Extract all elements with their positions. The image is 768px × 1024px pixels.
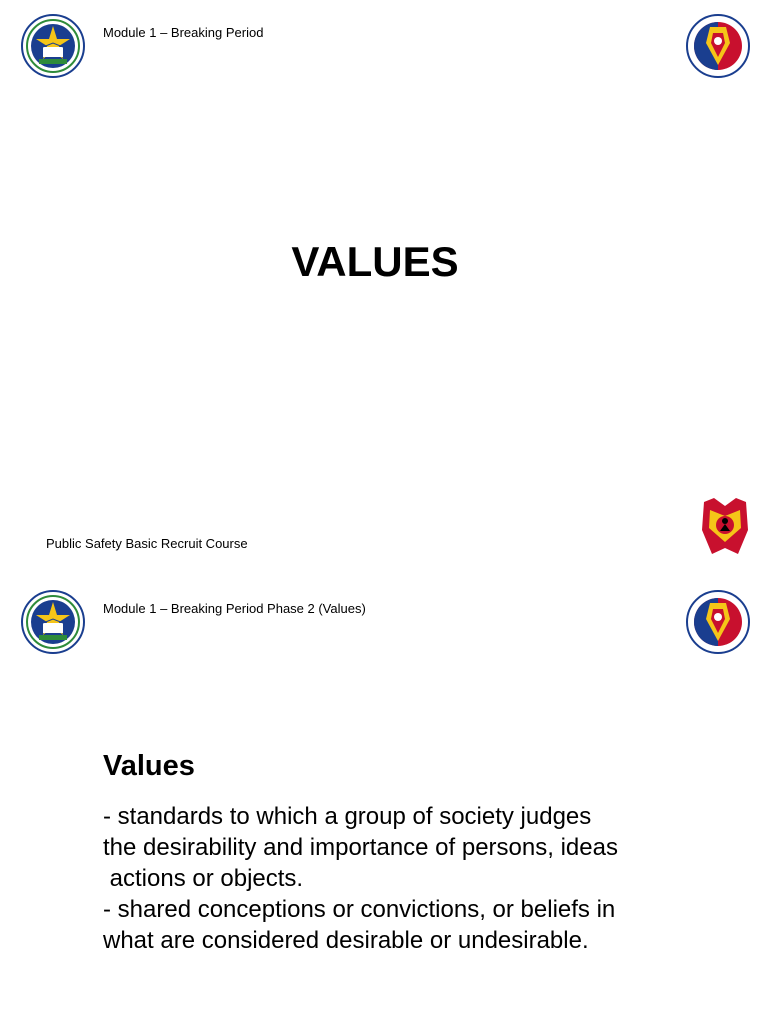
police-training-seal-icon (686, 13, 750, 79)
slide-header: Module 1 – Breaking Period (103, 25, 264, 40)
body-line: actions or objects. (103, 865, 304, 892)
body-line: - standards to which a group of society judges (103, 803, 592, 830)
content-body (103, 801, 683, 956)
slide-title: VALUES (291, 238, 459, 285)
content-heading: Values (103, 750, 195, 782)
training-institute-seal-icon (21, 589, 85, 655)
body-line: - shared conceptions or convictions, or beliefs in (103, 896, 616, 923)
police-training-seal-icon (686, 589, 750, 655)
body-line: what are considered desirable or undesirable. (103, 927, 589, 954)
pnp-badge-icon (700, 496, 750, 558)
slide-2 (0, 576, 768, 1024)
slide-footer: Public Safety Basic Recruit Course (46, 536, 248, 551)
body-line: the desirability and importance of persons, ideas (103, 834, 618, 861)
training-institute-seal-icon (21, 13, 85, 79)
slide-header: Module 1 – Breaking Period Phase 2 (Values) (103, 601, 366, 616)
